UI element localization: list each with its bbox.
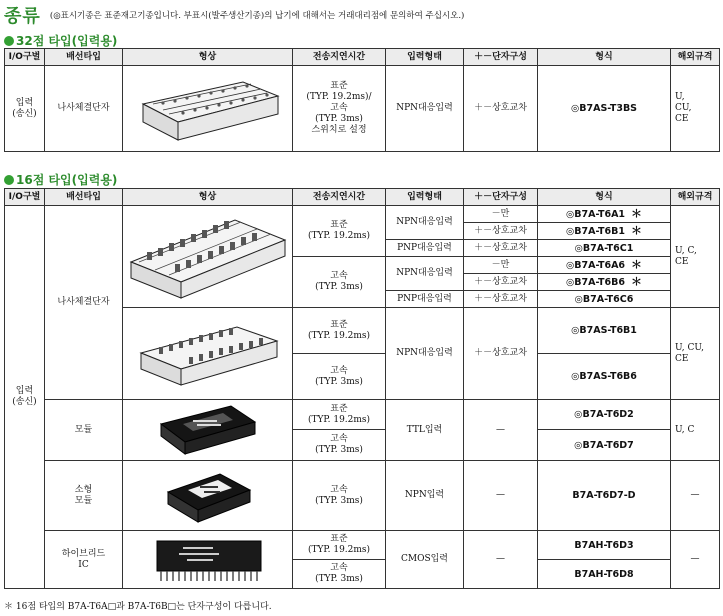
table-header-row bbox=[5, 49, 720, 66]
col-wiring: 배선타입 bbox=[45, 49, 123, 66]
green-circle-icon bbox=[4, 36, 14, 46]
model-cell: ◎B7A-T6D7 bbox=[538, 430, 671, 461]
delay-cell: 표준 (TYP. 19.2ms) bbox=[293, 400, 386, 430]
col-shape: 형상 bbox=[123, 49, 293, 66]
input-cell: TTL입력 bbox=[386, 400, 464, 461]
model-cell: ◎B7A-T6B6 ＊ bbox=[538, 274, 671, 291]
standard-cell: U, CU, CE bbox=[671, 66, 720, 152]
terminal-block-b7as-image bbox=[133, 319, 283, 389]
table-row bbox=[5, 206, 720, 223]
input-cell: NPN대응입력 bbox=[386, 308, 464, 400]
terminal-cell: ＋－상호교차 bbox=[464, 291, 538, 308]
wiring-hybrid-cell: 하이브리드 IC bbox=[45, 531, 123, 589]
terminal-cell: －만 bbox=[464, 206, 538, 223]
wiring-screw-cell: 나사체결단자 bbox=[45, 206, 123, 400]
table-16-point bbox=[4, 188, 720, 589]
standard-cell: U, C bbox=[671, 400, 720, 461]
page-title: 종류 bbox=[4, 6, 41, 27]
model-cell: B7A-T6D7-D bbox=[538, 461, 671, 531]
terminal-cell: ＋－상호교차 bbox=[464, 66, 538, 152]
model-cell: ◎B7A-T6C1 bbox=[538, 240, 671, 257]
input-cell: NPN대응입력 bbox=[386, 66, 464, 152]
terminal-block-16-image bbox=[125, 212, 291, 302]
col-terminal: ＋－단자구성 bbox=[464, 49, 538, 66]
col-io: I/O구별 bbox=[5, 49, 45, 66]
wiring-module-cell: 모듈 bbox=[45, 400, 123, 461]
model-cell: ◎B7A-T6D2 bbox=[538, 400, 671, 430]
section-16-title: 16점 타입(입력용) bbox=[4, 171, 117, 188]
delay-cell: 고속 (TYP. 3ms) bbox=[293, 430, 386, 461]
col-io: I/O구별 bbox=[5, 189, 45, 206]
table-header-row bbox=[5, 189, 720, 206]
shape-cell bbox=[123, 461, 293, 531]
input-cell: CMOS입력 bbox=[386, 531, 464, 589]
io-cell: 입력 (송신) bbox=[5, 206, 45, 589]
input-cell: NPN대응입력 bbox=[386, 257, 464, 291]
col-delay: 전송지연시간 bbox=[293, 189, 386, 206]
model-cell: ◎B7AS-T3BS bbox=[538, 66, 671, 152]
col-shape: 형상 bbox=[123, 189, 293, 206]
wiring-cell: 나사체결단자 bbox=[45, 66, 123, 152]
model-cell: B7AH-T6D8 bbox=[538, 560, 671, 589]
model-cell: ◎B7A-T6B1 ＊ bbox=[538, 223, 671, 240]
table-row bbox=[5, 531, 720, 560]
terminal-cell: ＋－상호교차 bbox=[464, 240, 538, 257]
standard-cell: U, C, CE bbox=[671, 206, 720, 308]
delay-cell: 고속 (TYP. 3ms) bbox=[293, 461, 386, 531]
col-terminal: ＋－단자구성 bbox=[464, 189, 538, 206]
col-delay: 전송지연시간 bbox=[293, 49, 386, 66]
delay-cell: 표준 (TYP. 19.2ms) bbox=[293, 308, 386, 354]
model-cell: ◎B7AS-T6B1 bbox=[538, 308, 671, 354]
standard-cell: — bbox=[671, 461, 720, 531]
input-cell: NPN입력 bbox=[386, 461, 464, 531]
io-cell: 입력 (송신) bbox=[5, 66, 45, 152]
terminal-cell: — bbox=[464, 400, 538, 461]
table-row bbox=[5, 461, 720, 531]
col-model: 형식 bbox=[538, 49, 671, 66]
table-row bbox=[5, 66, 720, 152]
green-circle-icon bbox=[4, 175, 14, 185]
terminal-cell: ＋－상호교차 bbox=[464, 223, 538, 240]
header bbox=[4, 2, 719, 27]
delay-cell: 표준 (TYP. 19.2ms) bbox=[293, 206, 386, 257]
standard-cell: — bbox=[671, 531, 720, 589]
model-cell: B7AH-T6D3 bbox=[538, 531, 671, 560]
terminal-cell: ＋－상호교차 bbox=[464, 274, 538, 291]
input-cell: PNP대응입력 bbox=[386, 291, 464, 308]
shape-cell bbox=[123, 206, 293, 308]
table-row bbox=[5, 400, 720, 430]
col-input: 입력형태 bbox=[386, 189, 464, 206]
wiring-small-module-cell: 소형 모듈 bbox=[45, 461, 123, 531]
shape-cell bbox=[123, 531, 293, 589]
terminal-block-32-image bbox=[133, 74, 283, 144]
terminal-cell: — bbox=[464, 531, 538, 589]
standard-cell: U, CU, CE bbox=[671, 308, 720, 400]
delay-cell: 표준 (TYP. 19.2ms) bbox=[293, 531, 386, 560]
col-wiring: 배선타입 bbox=[45, 189, 123, 206]
small-module-image bbox=[158, 466, 258, 526]
section-32-title: 32점 타입(입력용) bbox=[4, 32, 117, 49]
col-standard: 해외규격 bbox=[671, 189, 720, 206]
col-model: 형식 bbox=[538, 189, 671, 206]
shape-cell bbox=[123, 400, 293, 461]
model-cell: ◎B7A-T6A1 ＊ bbox=[538, 206, 671, 223]
module-image bbox=[153, 402, 263, 458]
input-cell: NPN대응입력 bbox=[386, 206, 464, 240]
col-input: 입력형태 bbox=[386, 49, 464, 66]
delay-cell: 고속 (TYP. 3ms) bbox=[293, 354, 386, 400]
delay-cell: 고속 (TYP. 3ms) bbox=[293, 257, 386, 308]
model-cell: ◎B7A-T6A6 ＊ bbox=[538, 257, 671, 274]
model-cell: ◎B7AS-T6B6 bbox=[538, 354, 671, 400]
stock-note: (◎표시기종은 표준재고기종입니다. 부표시(발주생산기종)의 납기에 대해서는 거래대리점에 문의하여 주십시오.) bbox=[49, 11, 465, 21]
model-cell: ◎B7A-T6C6 bbox=[538, 291, 671, 308]
terminal-cell: — bbox=[464, 461, 538, 531]
hybrid-ic-image bbox=[143, 535, 273, 585]
terminal-cell: －만 bbox=[464, 257, 538, 274]
delay-cell: 고속 (TYP. 3ms) bbox=[293, 560, 386, 589]
shape-cell bbox=[123, 308, 293, 400]
table-32-point bbox=[4, 48, 720, 152]
shape-cell bbox=[123, 66, 293, 152]
delay-cell: 표준 (TYP. 19.2ms)/ 고속 (TYP. 3ms) 스위치로 설정 bbox=[293, 66, 386, 152]
terminal-cell: ＋－상호교차 bbox=[464, 308, 538, 400]
footnote: ＊ 16점 타입의 B7A-T6A□과 B7A-T6B□는 단자구성이 다릅니다. bbox=[4, 602, 272, 612]
col-standard: 해외규격 bbox=[671, 49, 720, 66]
input-cell: PNP대응입력 bbox=[386, 240, 464, 257]
